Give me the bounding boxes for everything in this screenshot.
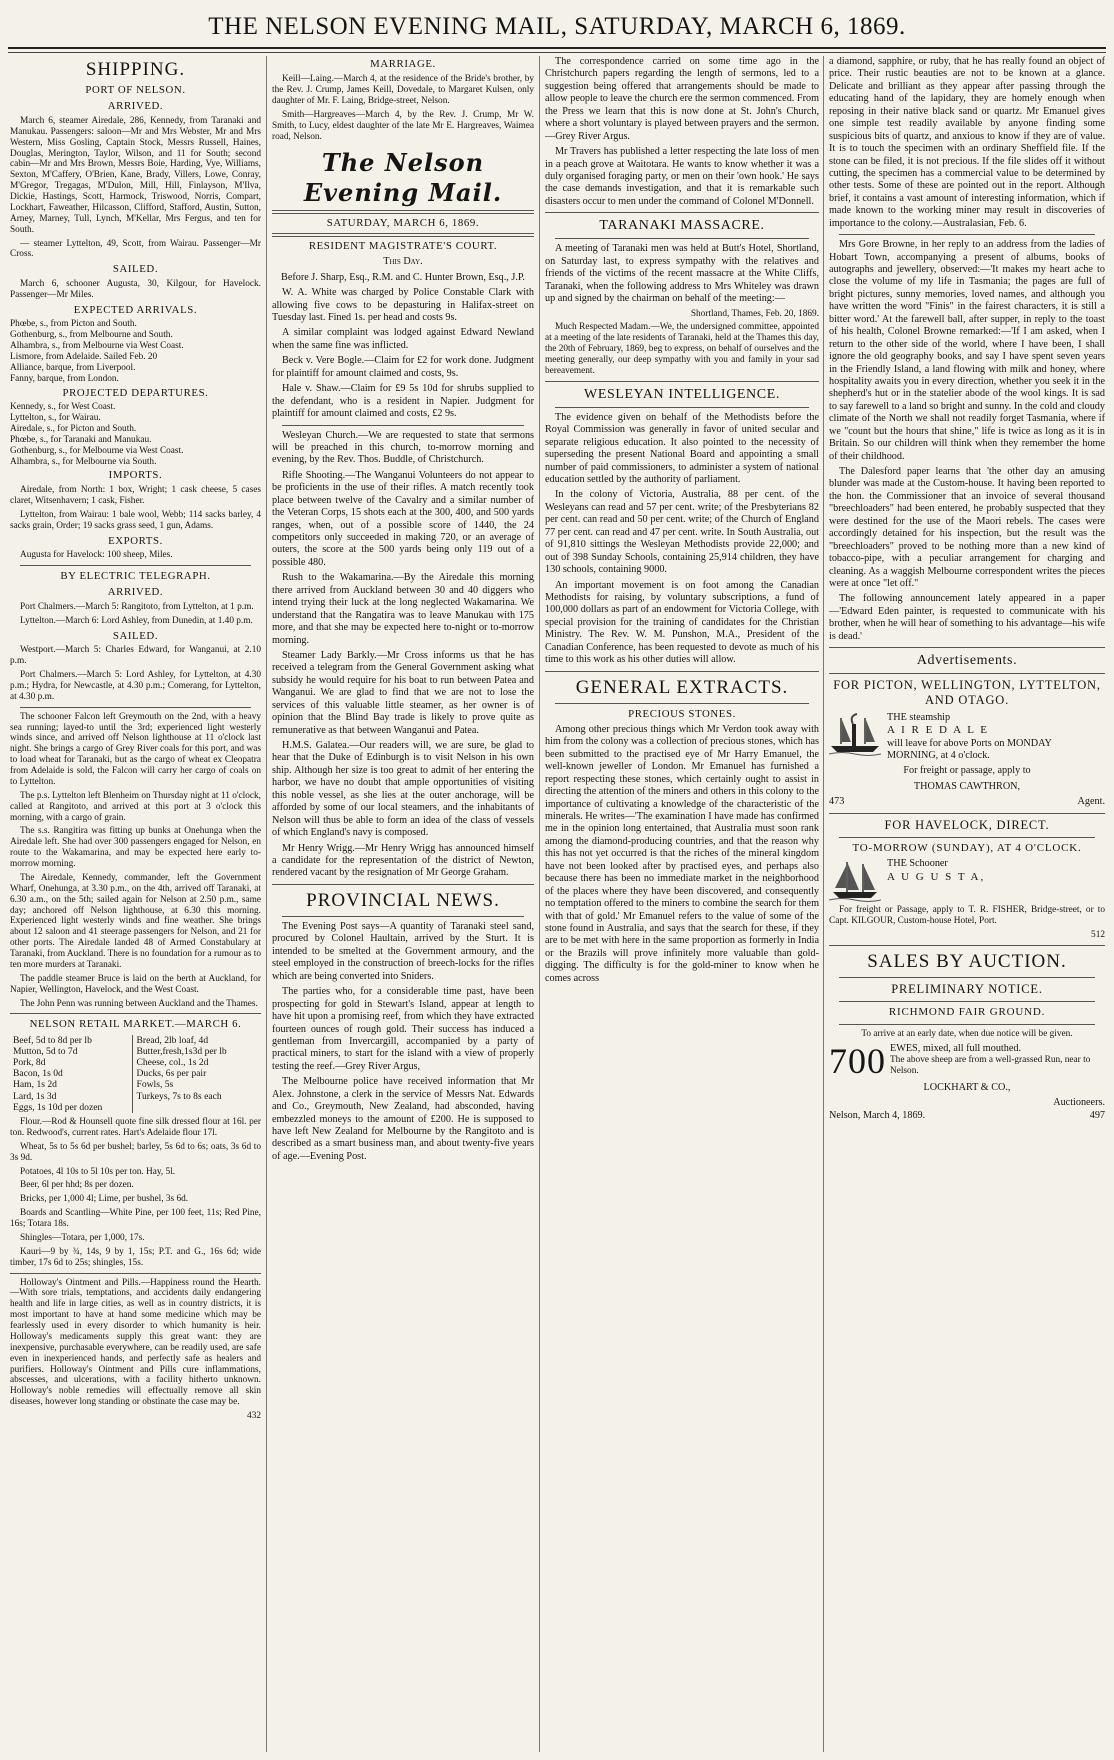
- divider: [545, 381, 819, 382]
- table-cell: Eggs, 1s 10d per dozen: [10, 1102, 133, 1113]
- ad-count: 700: [829, 1040, 886, 1081]
- advertisements-heading: Advertisements.: [916, 653, 1018, 669]
- table-cell: Fowls, 5s: [136, 1079, 174, 1091]
- shipping-news-item: The Airedale, Kennedy, commander, left the Government Wharf, Onehunga, at 3.30 p.m., on the 4th, arrived off Taranaki, at 6.30 a.m., on the 5th; sailed again for Nelson at 2.50 p.m., same day; anchored off Nelson lighthouse, at 6.30 this morning. Experienced light westerly winds and fine weather. She brings about 12 saloon and 41 steerage passengers for Nelson, and 21 for other ports. The Airedale landed 48 of Armed Constabulary at Taranaki, from Auckland. There is no foundation for a rumour as to ten more murders at Taranaki.: [10, 872, 261, 970]
- table-cell: Ducks, 6s per pair: [136, 1068, 207, 1080]
- divider: [839, 1001, 1095, 1002]
- projected-heading: PROJECTED DEPARTURES.: [62, 386, 209, 399]
- divider: [829, 673, 1105, 674]
- list-item: Lismore, from Adelaide. Sailed Feb. 20: [10, 351, 158, 362]
- news-item: Mrs Gore Browne, in her reply to an address from the ladies of Hobart Town, accompanying a present of albums, books of autographs and jewellery, observed:—'It makes my heart ache to close the volume of my life in Tasmania; the pages are full of bright pictures, sunny memories, loved names, and although you have written the word "Finis" in the fairest characters, it is still a bitter word.' At the farewell ball, after supper, in reply to the toast of his health, Colonel Browne remarked:—'If I am asked, when I return to the other side of the world, where I have been, I shall ignore the old geography books, and say I have spent seven years in the Friendly Island, a land flowing with milk and honey, where hospitality awaits you in every direction, whether you seek it in the shepherd's hut or in the statelier abode of the wool kings. It is sad to say farewell to a land so bright and sunny. In the cold and cloudy climate of the North we shall not readily forget Tasmania, where if we "count but the hours that shine," life is twice as long as it is in Britain. So our children will think when they remember the home of their childhood.: [829, 239, 1105, 462]
- sales-heading: SALES BY AUCTION.: [867, 951, 1067, 973]
- telegraph-text: Lyttelton.—March 6: Lord Ashley, from Dunedin, at 1.40 p.m.: [20, 615, 253, 626]
- list-item: Alhambra, s., from Melbourne via West Coast.: [10, 341, 184, 352]
- table-cell: Cheese, col., 1s 2d: [136, 1057, 209, 1068]
- ad-body: [829, 1040, 1105, 1081]
- divider: [829, 647, 1105, 648]
- ad-line: For freight or Passage, apply to T. R. FISHER, Bridge-street, or to Capt. KILGOUR, Custom-house Hotel, Port.: [829, 905, 1105, 927]
- ad-body: [829, 712, 1105, 763]
- shipping-news-item: The p.s. Lyttelton left Blenheim on Thursday night at 11 o'clock, called at Rangitoto, and arrived at this port at 3 o'clock this morning, with a cargo of grain.: [10, 790, 261, 823]
- shipping-news-item: The s.s. Rangitira was fitting up bunks at Onehunga when the Airedale left. She had over 300 passengers engaged for Nelson, en route to the Wakamarina, and may be expected here early to-morrow morning.: [10, 826, 261, 870]
- table-row: [10, 1035, 261, 1046]
- table-row: [10, 1102, 261, 1113]
- list-item: Alliance, barque, from Liverpool.: [10, 362, 136, 373]
- column-2: [272, 56, 534, 1752]
- provincial-item: The Evening Post says—A quantity of Taranaki steel sand, procured by Colonel Haultain, arrived by the Sturt. It is intended to be smelted at the Government armoury, and the steel employed in the construction of breech-locks for the rifles which are being converted into Sniders.: [272, 921, 534, 982]
- arrived-text: March 6, steamer Airedale, 286, Kennedy, from Taranaki and Manukau. Passengers: saloon—Mr and Mrs Webster, Mr and Mrs Western, Miss Gosling, Captain Stock, Messrs Russell, Haines, Douglas, Merington, Taylor, Wilson, and 11 for South; second cabin—Mr and Mrs Brown, Messrs Boie, Harding, Vye, Williams, Sexton, M'Caffery, O'Brien, Kane, Brady, Villers, Lowe, Conray, M'Gregor, Tregagas, M'Dulon, Mill, Hill, Finlayson, M'Ilva, Dickie, Hastings, Scott, Harmock, Triswood, Norris, Compart, Lockhart, Faweather, Hilcasson, Clifford, Stafford, Austin, Sutton, Arney, Marney, Tull, Lynch, M'Kellar, Mrs Fergus, and ten for South.: [10, 115, 261, 235]
- taranaki-text: A meeting of Taranaki men was held at Butt's Hotel, Shortland, on Saturday last, to express sympathy with the relatives and friends of the victims of the recent massacre at the White Cliffs, Taranaki, when the following address to Mrs Whiteley was drawn up and signed by the chairman on behalf of the meeting:—: [545, 243, 819, 305]
- divider: [555, 238, 809, 239]
- column-3: [545, 56, 819, 1752]
- list-item: Kennedy, s., for West Coast.: [10, 402, 116, 413]
- wesleyan-item: The evidence given on behalf of the Methodists before the Royal Commission was generally in favor of united secular and separate religious education. It also pointed to the necessity of superseding the present National Board and appointing a small number of paid commissioners, to administer a system of national education settled by the authority of parliament.: [545, 411, 819, 486]
- divider: [839, 837, 1095, 838]
- telegraph-text: Westport.—March 5: Charles Edward, for Wanganui, at 2.10 p.m.: [10, 645, 261, 667]
- table-cell: Turkeys, 7s to 8s each: [136, 1090, 222, 1102]
- market-table: [10, 1035, 261, 1114]
- table-cell: Mutton, 5d to 7d: [10, 1046, 133, 1057]
- table-cell: Beef, 5d to 8d per lb: [10, 1035, 133, 1046]
- advert-number: 473: [829, 796, 845, 808]
- steamship-icon: [829, 712, 881, 756]
- list-item: Airedale, s., for Picton and South.: [10, 423, 137, 434]
- ad-footer: [829, 1110, 1105, 1122]
- holloway-advert: Holloway's Ointment and Pills.—Happiness round the Hearth.—With sore trials, temptations, and accidents daily endangering health and life in large cities, as well as in country districts, it is most important to have at hand some medicine which may be fearlessly used in every disorder to which humanity is heir. Holloway's medicaments supply this great want: they are inexpensive, purchasable everywhere, can be readily used, are safe even in inexperienced hands, and perfectly safe as healers and purifiers. Holloway's Ointment and Pills cure inflammations, abscesses, and ulcerations, with a facility hitherto unknown. Holloway's noble remedies will effectually remove all skin diseases, however long standing or obstinate the case may be.: [10, 1277, 261, 1408]
- provincial-item: The Melbourne police have received information that Mr Alex. Johnstone, a clerk in the service of Messrs Nat. Edwards and Co., Greymouth, New Zealand, had absconded, having embezzled moneys to the amount of £200. He is supposed to have left New Zealand for Melbourne by the Rangitoto and is described as a smart business man, and about twenty-five years of age.—Evening Post.: [272, 1076, 534, 1162]
- table-cell: Butter,fresh,1s3d per lb: [136, 1045, 227, 1057]
- local-news-item: Rush to the Wakamarina.—By the Airedale this morning there arrived from Auckland between 30 and 40 diggers who intend trying their luck at the long neglected Wakamarina. We understand that the Rangatira was to leave Manukau with 175 more, and that she may be expected here to-night or to-morrow morning.: [272, 572, 534, 646]
- list-item: Gothenburg, s., from Melbourne and South.: [10, 330, 173, 341]
- provincial-item: Mr Travers has published a letter respecting the late loss of men in a peach grove at Waitotara. He wants to know whether it was a duly organised foraging party, or men on their 'own hook.' He says the case demands investigation, and that it is remarkable such disasters occur to men under the command of Colonel M'Donnell.: [545, 146, 819, 207]
- wesleyan-item: An important movement is on foot among the Canadian Methodists for raising, by voluntary subscriptions, a fund of 100,000 dollars as part of an endowment for Victoria College, with special provision for the training of candidates for the Christian Ministry. The Rev. W. M. Punshon, M.A., President of the Canadian Conference, has been requested to devote as much of his time to this work as his other duties will allow.: [545, 579, 819, 666]
- projected-list: [10, 402, 261, 467]
- extracts-subheading: PRECIOUS STONES.: [628, 707, 736, 720]
- table-cell: Bacon, 1s 0d: [10, 1068, 133, 1079]
- market-heading: NELSON RETAIL MARKET.—MARCH 6.: [29, 1018, 242, 1031]
- court-case: W. A. White was charged by Police Constable Clark with allowing five cows to be depasturing in Halifax-street on Tuesday last. Fined 1s. per head and costs 9s.: [272, 287, 534, 324]
- table-cell: Lard, 1s 3d: [10, 1091, 133, 1102]
- divider: [839, 234, 1095, 235]
- news-item: The Dalesford paper learns that 'the other day an amusing blunder was made at the Custom-house. It having been reported to the hon. the Commissioner that an invoice of several thousand "breechloaders" had been entered, he probably suspected that they were destined for the use of the Maori rebels. The cases were accordingly detained for his inspection, but the result was the "breechloaders" proved to be nothing more than a new kind of tobacco-pipe, with a peculiar arrangement for charging and cleaning. As a waggish Melbourne correspondent writes the pieces were at once "let off.": [829, 466, 1105, 589]
- arrived-text-2: — steamer Lyttelton, 49, Scott, from Wairau. Passenger—Mr Cross.: [10, 238, 261, 260]
- marriage-notice: Smith—Hargreaves—March 4, by the Rev. J. Crump, Mr W. Smith, to Lucy, eldest daughter of the late Mr E. Hargreaves, Waimea road, Nelson.: [272, 109, 534, 142]
- ad-line: THE steamship: [887, 711, 951, 723]
- divider: [20, 707, 251, 708]
- taranaki-place: Shortland, Thames, Feb. 20, 1869.: [690, 308, 819, 319]
- court-heading: RESIDENT MAGISTRATE'S COURT.: [308, 240, 498, 253]
- list-item: Fanny, barque, from London.: [10, 373, 119, 384]
- list-item: Lyttelton, s., for Wairau.: [10, 413, 101, 424]
- table-cell: Bread, 2lb loaf, 4d: [136, 1034, 209, 1046]
- exports-heading: EXPORTS.: [108, 534, 163, 547]
- market-note: Potatoes, 4l 10s to 5l 10s per ton. Hay, 5l.: [20, 1166, 176, 1177]
- arrived-heading: ARRIVED.: [107, 100, 164, 113]
- table-row: [10, 1091, 261, 1102]
- list-item: Phœbe, s., for Taranaki and Manukau.: [10, 434, 152, 445]
- ad-firm: LOCKHART & CO.,: [923, 1081, 1011, 1093]
- ad-line: To arrive at an early date, when due notice will be given.: [861, 1028, 1073, 1039]
- shipping-news-item: The schooner Falcon left Greymouth on the 2nd, with a heavy sea running; layed-to until the 3rd; experienced light westerly winds since, and arrived off Nelson lighthouse at 11 o'clock last night. She brings a cargo of Grey River coals for this port, and was to load wheat for Taranaki, but as the cargo of wheat ex Cleopatra from Adelaide is sold, the Falcon will carry her cargo of coals on to Lyttelton.: [10, 711, 261, 787]
- provincial-item: The parties who, for a considerable time past, have been prospecting for gold in Stewart's Island, appear at length to have hit upon a promising reef, from which they have extracted fourteen ounces of rough gold. Their success has induced a gentleman from Invercargill, accompanied by a party of practical miners, to start for the island with a view of properly testing the reef.—Grey River Argus,: [272, 986, 534, 1072]
- telegraph-heading: BY ELECTRIC TELEGRAPH.: [60, 570, 211, 583]
- ad-title: FOR HAVELOCK, DIRECT.: [884, 817, 1050, 832]
- shipping-news-item: The paddle steamer Bruce is laid on the berth at Auckland, for Napier, Wellington, Havelock, and the West Coast.: [10, 973, 261, 995]
- divider: [282, 425, 524, 426]
- market-note: Beer, 6l per hhd; 8s per dozen.: [20, 1180, 134, 1191]
- ad-auctioneers: Auctioneers.: [1053, 1097, 1105, 1109]
- exports-text: Augusta for Havelock: 100 sheep, Miles.: [20, 550, 173, 561]
- court-bench: Before J. Sharp, Esq., R.M. and C. Hunter Brown, Esq., J.P.: [281, 271, 525, 283]
- taranaki-address: Much Respected Madam.—We, the undersigned committee, appointed at a meeting of the late residents of Taranaki, held at the Thames this day, the 20th of February, 1869, beg to express, on behalf of ourselves and the meeting generally, our deep sympathy with you and family in your sad bereavement.: [545, 322, 819, 376]
- advert-number: 497: [1089, 1109, 1105, 1121]
- ad-when: TO-MORROW (SUNDAY), AT 4 O'CLOCK.: [852, 841, 1082, 854]
- header-rule: [8, 47, 1106, 49]
- marriage-notice: Keill—Laing.—March 4, at the residence of the Bride's brother, by the Rev. J. Crump, James Keill, Dovedale, to Margaret Kulsen, only daughter of Mr. F. Laing, Bridge-street, Nelson.: [272, 74, 534, 106]
- sailed-heading: SAILED.: [112, 263, 159, 276]
- divider: [555, 407, 809, 408]
- wesleyan-heading: WESLEYAN INTELLIGENCE.: [584, 386, 780, 402]
- table-cell: [133, 1102, 261, 1113]
- nameplate: The Nelson Evening Mail.: [303, 148, 503, 207]
- local-news-item: Rifle Shooting.—The Wanganui Volunteers do not appear to be proficients in the use of their rifles. A match recently took place between twelve of the Cavalry and a similar number of the Veteran Corps, 15 shots each at the 300, 400, and 500 yards ranges, when, out of a possible score of 1440, the 24 competitors only succeeded in making 720, or an average of outers, the score at the 500 yards being only 119 out of a possible 480.: [272, 469, 534, 568]
- ad-location: RICHMOND FAIR GROUND.: [888, 1006, 1046, 1019]
- court-case: Hale v. Shaw.—Claim for £9 5s 10d for shrubs supplied to the defendant, who is a resident in Napier. Judgment for plaintiff for amount claimed and costs, £2 9s.: [272, 383, 534, 420]
- divider: [555, 703, 809, 704]
- taranaki-heading: TARANAKI MASSACRE.: [599, 218, 765, 234]
- ad-text-block: [890, 1043, 1105, 1077]
- divider: [10, 1013, 261, 1014]
- table-cell: Pork, 8d: [10, 1057, 133, 1068]
- marriage-heading: MARRIAGE.: [370, 58, 436, 70]
- page-header-title: THE NELSON EVENING MAIL, SATURDAY, MARCH 6, 1869.: [208, 13, 906, 40]
- divider: [829, 813, 1105, 814]
- divider: [839, 977, 1095, 978]
- ad-ship-name: A U G U S T A,: [887, 870, 986, 883]
- extracts-text: Among other precious things which Mr Verdon took away with him from the colony was a collection of precious stones, which has been submitted to the practised eye of Mr Harry Emanuel, the well-known jeweller of London. Mr Emanuel has furnished a report respecting these stones, which certainly ought to assist in directing the attention of the miners and others in this colony to the importance of cultivating a knowledge of the characteristic of the minerals. He writes—'The examination I have made has confirmed me in the opinion long entertained, that Australia must soon rank among the diamond-producing countries, and that the reason why this has not yet occurred is that the riches of the mineral kingdom have not been looked after by practised eyes, and perhaps also because there has been no immediate market in the neighborhood of the places where they have been discovered, and consequently no temptation offered to the miners to combine the search for them with that of gold.' Mr Emanuel refers to the value of some of the stone found in Australia, and says that the search for these, if they are to be met with here in the same proportion as formerly in India or the Brazils will prove infinitely more valuable than gold-digging. The difficulty is for the gold-miner to know when he comes across: [545, 723, 819, 984]
- local-news-item: H.M.S. Galatea.—Our readers will, we are sure, be glad to hear that the Duke of Edinburgh is to visit Nelson in his own ship. Although her size is too great to admit of her entering the harbor, we have no doubt that ample opportunities of visiting this noble vessel, as she lies at the outer anchorage, will be afforded by some of our local steamers, and the inhabitants of Nelson will thus be able to form an idea of the class of vessels of which England's navy is composed.: [272, 740, 534, 839]
- masthead: [0, 0, 1114, 46]
- ad-text-block: [887, 858, 1105, 884]
- expected-list: [10, 319, 261, 384]
- divider: [272, 884, 534, 885]
- ad-line: will leave for above Ports on MONDAY MORNING, at 4 o'clock.: [887, 737, 1052, 761]
- market-note: Kauri—9 by ¾, 14s, 9 by 1, 15s; P.T. and G., 16s 6d; wide timber, 17s 6d to 25s; shingles, 15s.: [10, 1246, 261, 1268]
- market-note: Wheat, 5s to 5s 6d per bushel; barley, 5s 6d to 6s; oats, 3s 6d to 3s 9d.: [10, 1141, 261, 1163]
- port-heading: PORT OF NELSON.: [85, 84, 186, 97]
- divider: [20, 565, 251, 566]
- market-note: Flour.—Rod & Hounsell quote fine silk dressed flour at 16l. per ton. Redwood's, current rates. Hart's Adelaide flour 17l.: [10, 1117, 261, 1138]
- ad-title: FOR PICTON, WELLINGTON, LYTTELTON, AND OTAGO.: [833, 678, 1101, 708]
- divider: [545, 671, 819, 672]
- market-note: Bricks, per 1,000 4l; Lime, per bushel, 3s 6d.: [20, 1194, 189, 1205]
- advert-number: 432: [247, 1411, 261, 1422]
- ad-footer: [829, 796, 1105, 808]
- list-item: Alhambra, s., for Melbourne via South.: [10, 456, 157, 467]
- telegraph-arrived-heading: ARRIVED.: [107, 586, 164, 599]
- provincial-heading: PROVINCIAL NEWS.: [306, 889, 500, 911]
- list-item: Gothenburg, s., for Melbourne via West Coast.: [10, 445, 184, 456]
- nameplate-rule: [272, 210, 534, 214]
- local-news-item: Wesleyan Church.—We are requested to state that sermons will be preached in this church, to-morrow morning and evening, by the Rev. Thos. Buddle, of Christchurch.: [272, 429, 534, 466]
- column-4: [829, 56, 1105, 1752]
- court-case: Beck v. Vere Bogle.—Claim for £2 for work done. Judgment for plaintiff for amount claimed and costs, 9s.: [272, 355, 534, 379]
- imports-text: Airedale, from North: 1 box, Wright; 1 cask cheese, 5 cases claret, Witsenhavern; 1 cask, Fisher.: [10, 485, 261, 506]
- column-divider: [823, 56, 824, 1752]
- ad-line: EWES, mixed, all full mouthed.: [890, 1042, 1021, 1054]
- ad-line: THE Schooner: [887, 858, 948, 870]
- ad-agent: Agent.: [1077, 796, 1105, 808]
- table-row: [10, 1079, 261, 1090]
- market-note: Shingles—Totara, per 1,000, 17s.: [20, 1232, 145, 1243]
- telegraph-text: Port Chalmers.—March 5: Lord Ashley, for Lyttelton, at 4.30 p.m.; Hydra, for Newcastle, at 4.30 p.m.; Comerang, for Lyttelton, at 4.30 p.m.: [10, 670, 261, 702]
- divider: [282, 916, 524, 917]
- ad-title: PRELIMINARY NOTICE.: [891, 982, 1043, 997]
- table-row: [10, 1068, 261, 1079]
- court-case: A similar complaint was lodged against Edward Newland when the same fine was inflicted.: [272, 327, 534, 351]
- extracts-heading: GENERAL EXTRACTS.: [575, 676, 789, 698]
- column-divider: [266, 56, 267, 1752]
- news-item: The following announcement lately appeared in a paper—'Edward Eden painter, is requested to communicate with his brother, when he will hear of something to his advantage—his wife is dead.': [829, 593, 1105, 642]
- ad-agent-name: THOMAS CAWTHRON,: [913, 780, 1021, 792]
- shipping-heading: SHIPPING.: [85, 59, 186, 80]
- market-note: Boards and Scantling—White Pine, per 100 feet, 11s; Red Pine, 16s; Totara 18s.: [10, 1208, 261, 1230]
- wesleyan-item: In the colony of Victoria, Australia, 88 per cent. of the Wesleyans can read and 57 per cent. write; of the Presbyterians 82 per cent. can read and 50 per cent. write; of the Church of England 77 per cent. can read and 47 per cent. write. In South Australia, out of 91,810 sittings the Wesleyan Methodists provide 22,000; and out of 398 Sunday Schools, containing 25,914 children, they have 130 schools, containing 9000.: [545, 489, 819, 576]
- column-divider: [539, 56, 540, 1752]
- telegraph-sailed-heading: SAILED.: [112, 629, 159, 642]
- ad-line: The above sheep are from a well-grassed Run, near to Nelson.: [890, 1055, 1091, 1077]
- ad-apply: For freight or passage, apply to: [903, 765, 1031, 777]
- ad-ship-name: A I R E D A L E: [887, 724, 990, 737]
- ad-text-block: [887, 712, 1105, 763]
- extracts-continued: a diamond, sapphire, or ruby, that he has really found an object of price. Their rustic beauties are not to be known at a glance. Delicate and brilliant as they appear after passing through the educating hand of the lapidary, they are homely enough when reposing in their native black sand or quartz. Mr Emanuel gives one simple test readily available by anyone finding some suspicious bits of quartz, and anxious to know if they are of value. It is to touch the specimen with an ordinary Sheffield file. If the stone can be filed, it is not precious. If the file slides off it without cutting, the specimen has a commercial value to be determined by other tests. Some of these are pointed out in the report. Although brief, it contains a vast amount of interesting information, which if made known to the working miner may result in discoveries of importance to the colony.—Australasian, Feb. 6.: [829, 56, 1105, 229]
- divider: [545, 212, 819, 213]
- divider: [10, 1273, 261, 1274]
- column-1: [10, 56, 261, 1752]
- ad-date: Nelson, March 4, 1869.: [829, 1109, 926, 1121]
- advert-number: 512: [1091, 930, 1105, 941]
- local-news-item: Steamer Lady Barkly.—Mr Cross informs us that he has received a telegram from the General Government asking what subsidy he would require for his boat to run between Patea and Wanganui. We are glad to find that we are not to lose the services of this valuable little steamer, as her owner is of opinion that the Blind Bay trade is likely to prove quite as remunerative as that between Wanganui and Patea.: [272, 649, 534, 736]
- expected-heading: EXPECTED ARRIVALS.: [73, 303, 198, 316]
- imports-text: Lyttelton, from Wairau: 1 bale wool, Webb; 114 sacks barley, 4 sacks grain, Order; 19 sacks grass seed, 1 gun, Adams.: [10, 509, 261, 531]
- sailed-text: March 6, schooner Augusta, 30, Kilgour, for Havelock. Passenger—Mr Miles.: [10, 278, 261, 300]
- local-news-item: Mr Henry Wrigg.—Mr Henry Wrigg has announced himself a candidate for the representation of the district of Newton, rendered vacant by the resignation of Mr George Graham.: [272, 842, 534, 879]
- ad-body: [829, 858, 1105, 902]
- court-day: This Day.: [383, 256, 423, 268]
- header-rule-thin: [8, 52, 1106, 53]
- shipping-news-item: The John Penn was running between Auckland and the Thames.: [20, 998, 258, 1009]
- telegraph-text: Port Chalmers.—March 5: Rangitoto, from Lyttelton, at 1 p.m.: [20, 601, 254, 612]
- table-row: [10, 1046, 261, 1057]
- imports-heading: IMPORTS.: [108, 469, 163, 482]
- schooner-icon: [829, 858, 881, 902]
- table-row: [10, 1057, 261, 1068]
- divider: [829, 945, 1105, 946]
- dateline: SATURDAY, MARCH 6, 1869.: [326, 216, 480, 229]
- divider: [839, 1024, 1095, 1025]
- list-item: Phœbe, s., from Picton and South.: [10, 319, 137, 330]
- table-cell: Ham, 1s 2d: [10, 1079, 133, 1090]
- provincial-item: The correspondence carried on some time ago in the Christchurch papers regarding the length of sermons, led to a suggestion being offered that arrangements should be made to allow people to leave the church ere the sermon commenced. From the Press we learn that this is now done at St. John's Church, where a short voluntary is played between prayers and the sermon.—Grey River Argus.: [545, 56, 819, 142]
- dateline-rule: [272, 233, 534, 237]
